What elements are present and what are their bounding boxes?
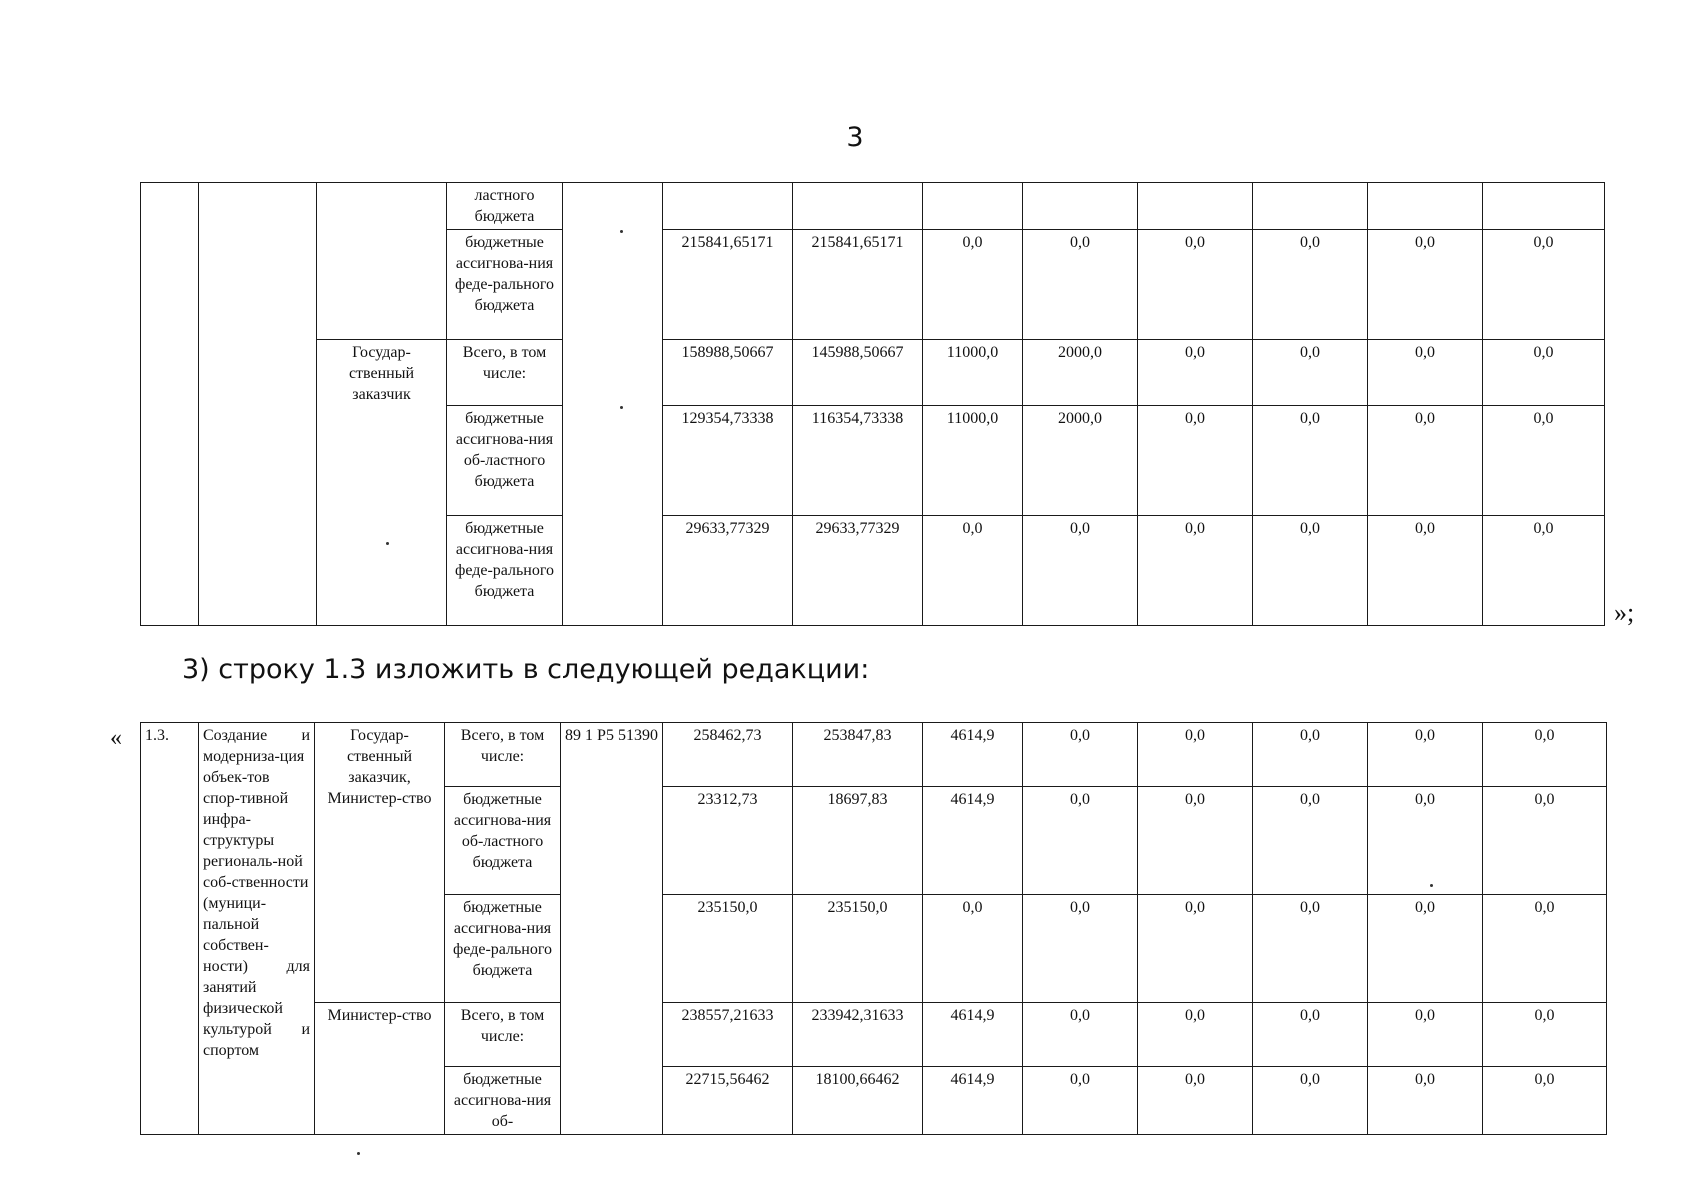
- value-cell: 0,0: [1023, 230, 1138, 340]
- code-cell: [563, 183, 663, 626]
- value-cell: 0,0: [1483, 1067, 1607, 1135]
- value-cell: 0,0: [1368, 1003, 1483, 1067]
- value-cell: 0,0: [1368, 516, 1483, 626]
- value-cell: 4614,9: [923, 723, 1023, 787]
- table-row: [141, 183, 1605, 230]
- value-cell: 116354,73338: [793, 406, 923, 516]
- value-cell: 2000,0: [1023, 406, 1138, 516]
- value-cell: 0,0: [1138, 516, 1253, 626]
- value-cell: 0,0: [1138, 230, 1253, 340]
- value-cell: 235150,0: [663, 895, 793, 1003]
- value-cell: 0,0: [1368, 230, 1483, 340]
- value-cell: 258462,73: [663, 723, 793, 787]
- closing-quote: »;: [1614, 598, 1635, 627]
- value-cell: 11000,0: [923, 340, 1023, 406]
- value-cell: 0,0: [1138, 787, 1253, 895]
- value-cell: 22715,56462: [663, 1067, 793, 1135]
- opening-quote: «: [110, 725, 122, 751]
- value-cell: 0,0: [1253, 1067, 1368, 1135]
- value-cell: 0,0: [923, 230, 1023, 340]
- value-cell: 0,0: [1253, 406, 1368, 516]
- table-row: [141, 340, 1605, 406]
- scan-speck: [620, 230, 623, 233]
- value-cell: 0,0: [1253, 895, 1368, 1003]
- value-cell: 215841,65171: [793, 230, 923, 340]
- value-cell: 145988,50667: [793, 340, 923, 406]
- table-row: [141, 723, 1607, 787]
- value-cell: 0,0: [1368, 340, 1483, 406]
- value-cell: 0,0: [1483, 406, 1605, 516]
- scan-speck: [386, 542, 389, 545]
- value-cell: 0,0: [1023, 787, 1138, 895]
- value-cell: 0,0: [1023, 516, 1138, 626]
- funding-kind: Всего, в том числе:: [447, 340, 563, 406]
- description-cell: [199, 183, 317, 626]
- funding-kind: бюджетные ассигнова-ния об-ластного бюджета: [445, 787, 561, 895]
- value-cell: 0,0: [1253, 230, 1368, 340]
- value-cell: 4614,9: [923, 1003, 1023, 1067]
- customer-cell: Государ-ственный заказчик, Министер-ство: [315, 723, 445, 1003]
- page-number: 3: [846, 122, 864, 153]
- value-cell: 0,0: [1253, 516, 1368, 626]
- funding-kind: Всего, в том числе:: [445, 1003, 561, 1067]
- value-cell: 0,0: [1138, 406, 1253, 516]
- budget-table-continuation: [140, 182, 1605, 626]
- value-cell: 235150,0: [793, 895, 923, 1003]
- value-cell: 0,0: [1138, 895, 1253, 1003]
- value-cell: 0,0: [1253, 340, 1368, 406]
- funding-kind: бюджетные ассигнова-ния об-: [445, 1067, 561, 1135]
- customer-cell: Министер-ство: [315, 1003, 445, 1135]
- value-cell: 129354,73338: [663, 406, 793, 516]
- value-cell: 0,0: [1138, 340, 1253, 406]
- value-cell: 0,0: [1483, 895, 1607, 1003]
- customer-cell: Государ-ственный заказчик: [317, 340, 447, 626]
- value-cell: 0,0: [1483, 787, 1607, 895]
- instruction-text: 3) строку 1.3 изложить в следующей редакции:: [182, 654, 870, 685]
- value-cell: 0,0: [1023, 895, 1138, 1003]
- value-cell: 18697,83: [793, 787, 923, 895]
- value-cell: 23312,73: [663, 787, 793, 895]
- funding-kind: бюджетные ассигнова-ния феде-рального бюджета: [447, 230, 563, 340]
- value-cell: 233942,31633: [793, 1003, 923, 1067]
- value-cell: 0,0: [1253, 723, 1368, 787]
- value-cell: 11000,0: [923, 406, 1023, 516]
- value-cell: 0,0: [1253, 1003, 1368, 1067]
- value-cell: 0,0: [1483, 516, 1605, 626]
- value-cell: 2000,0: [1023, 340, 1138, 406]
- value-cell: 0,0: [1023, 1067, 1138, 1135]
- scan-speck: [357, 1152, 360, 1155]
- value-cell: 0,0: [1483, 230, 1605, 340]
- funding-kind: ластного бюджета: [447, 183, 563, 230]
- value-cell: 0,0: [1138, 1003, 1253, 1067]
- value-cell: 0,0: [923, 895, 1023, 1003]
- value-cell: 0,0: [923, 516, 1023, 626]
- funding-kind: бюджетные ассигнова-ния феде-рального бюджета: [447, 516, 563, 626]
- value-cell: 4614,9: [923, 787, 1023, 895]
- funding-kind: бюджетные ассигнова-ния об-ластного бюджета: [447, 406, 563, 516]
- value-cell: 0,0: [1138, 723, 1253, 787]
- value-cell: 0,0: [1368, 895, 1483, 1003]
- value-cell: 0,0: [1483, 723, 1607, 787]
- funding-kind: бюджетные ассигнова-ния феде-рального бюджета: [445, 895, 561, 1003]
- value-cell: 0,0: [1023, 723, 1138, 787]
- customer-cell: [317, 183, 447, 340]
- value-cell: 158988,50667: [663, 340, 793, 406]
- value-cell: 215841,65171: [663, 230, 793, 340]
- funding-kind: Всего, в том числе:: [445, 723, 561, 787]
- value-cell: 0,0: [1368, 787, 1483, 895]
- budget-code: 89 1 P5 51390: [561, 723, 663, 1135]
- value-cell: 29633,77329: [793, 516, 923, 626]
- value-cell: 0,0: [1483, 340, 1605, 406]
- value-cell: 0,0: [1138, 1067, 1253, 1135]
- value-cell: 0,0: [1368, 1067, 1483, 1135]
- table-row: [141, 1003, 1607, 1067]
- value-cell: 29633,77329: [663, 516, 793, 626]
- value-cell: 18100,66462: [793, 1067, 923, 1135]
- budget-table-row-1-3: [140, 722, 1607, 1135]
- value-cell: 253847,83: [793, 723, 923, 787]
- row-number: 1.3.: [141, 723, 199, 1135]
- value-cell: 4614,9: [923, 1067, 1023, 1135]
- value-cell: 0,0: [1253, 787, 1368, 895]
- value-cell: 0,0: [1368, 723, 1483, 787]
- activity-description: Создание и модерниза-ция объек-тов спор-тивной инфра-структуры региональ-ной соб-ственности (муници-пальной собствен-ности) для занятий физической культурой и спортом: [199, 723, 315, 1135]
- value-cell: 0,0: [1368, 406, 1483, 516]
- scan-speck: [620, 406, 623, 409]
- value-cell: 238557,21633: [663, 1003, 793, 1067]
- value-cell: 0,0: [1023, 1003, 1138, 1067]
- number-cell: [141, 183, 199, 626]
- value-cell: 0,0: [1483, 1003, 1607, 1067]
- scan-speck: [1430, 884, 1433, 887]
